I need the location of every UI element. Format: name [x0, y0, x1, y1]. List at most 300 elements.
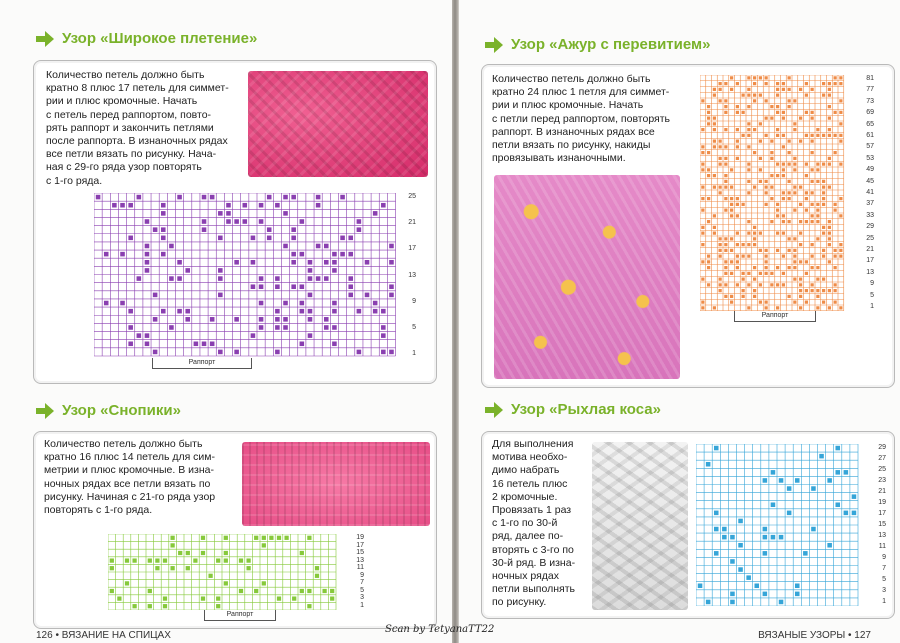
chart-stitch-symbol [788, 88, 791, 91]
chart-stitch-symbol [381, 309, 386, 314]
chart-stitch-symbol [765, 82, 768, 85]
chart-stitch-symbol [811, 111, 814, 114]
chart-stitch-symbol [714, 551, 719, 556]
chart-stitch-symbol [834, 76, 837, 79]
chart-stitch-symbol [145, 333, 150, 338]
chart-stitch-symbol [747, 191, 750, 194]
chart-stitch-symbol [208, 574, 212, 578]
chart-stitch-symbol [793, 186, 796, 189]
chart-stitch-symbol [242, 203, 247, 208]
chart-stitch-symbol [193, 558, 197, 562]
chart-stitch-symbol [779, 535, 784, 540]
chart-stitch-symbol [730, 295, 733, 298]
chart-stitch-symbol [776, 209, 779, 212]
chart-stitch-symbol [822, 255, 825, 258]
chart-stitch-symbol [736, 140, 739, 143]
chart-stitch-symbol [822, 197, 825, 200]
chart-stitch-symbol [828, 105, 831, 108]
chart-stitch-symbol [765, 306, 768, 309]
chart-stitch-symbol [799, 232, 802, 235]
chart-stitch-symbol [753, 128, 756, 131]
chart-stitch-symbol [793, 301, 796, 304]
chart-stitch-symbol [701, 186, 704, 189]
arrow-icon [36, 403, 54, 419]
chart-stitch-symbol [308, 309, 313, 314]
row-number: 5 [360, 586, 364, 594]
row-numbers [398, 193, 416, 358]
chart-stitch-symbol [811, 180, 814, 183]
knit-sample-photo [494, 175, 680, 379]
row-number: 41 [866, 189, 874, 196]
row-number: 27 [878, 455, 886, 462]
chart-stitch-symbol [724, 272, 727, 275]
chart-stitch-symbol [389, 284, 394, 289]
chart-stitch-symbol [251, 260, 256, 265]
chart-stitch-symbol [828, 237, 831, 240]
row-number: 81 [866, 75, 874, 82]
chart-stitch-symbol [787, 486, 792, 491]
chart-stitch-symbol [738, 543, 743, 548]
chart-stitch-symbol [163, 596, 167, 600]
chart-stitch-symbol [770, 283, 773, 286]
chart-stitch-symbol [259, 203, 264, 208]
chart-stitch-symbol [805, 111, 808, 114]
chart-stitch-symbol [770, 157, 773, 160]
pattern-panel-lace-twist [481, 64, 895, 388]
chart-stitch-symbol [234, 219, 239, 224]
chart-stitch-symbol [828, 243, 831, 246]
chart-stitch-symbol [218, 350, 223, 355]
row-number: 13 [878, 532, 886, 539]
chart-stitch-symbol [186, 551, 190, 555]
chart-stitch-symbol [799, 243, 802, 246]
chart-stitch-symbol [765, 266, 768, 269]
chart-stitch-symbol [759, 232, 762, 235]
chart-stitch-symbol [811, 140, 814, 143]
chart-stitch-symbol [218, 211, 223, 216]
chart-stitch-symbol [742, 94, 745, 97]
chart-stitch-symbol [759, 283, 762, 286]
chart-stitch-symbol [839, 76, 842, 79]
chart-stitch-symbol [724, 111, 727, 114]
chart-stitch-symbol [307, 536, 311, 540]
chart-stitch-symbol [782, 255, 785, 258]
chart-stitch-symbol [828, 94, 831, 97]
pattern-description: Для выполнения мотива необхо- димо набрать 16 петель плюс 2 кромочные. Провязать 1 раз с 1-го по 30-й ряд, далее по- вторять с 3-го по 30-й ряд. В изна- ночных рядах петли выполнять по рисунку. [492, 438, 576, 609]
chart-stitch-symbol [805, 197, 808, 200]
chart-stitch-symbol [224, 536, 228, 540]
chart-stitch-symbol [839, 82, 842, 85]
chart-stitch-symbol [357, 309, 362, 314]
chart-stitch-symbol [839, 249, 842, 252]
row-number: 25 [866, 234, 874, 242]
right-page [458, 0, 900, 643]
chart-stitch-symbol [730, 535, 735, 540]
chart-stitch-symbol [753, 232, 756, 235]
chart-stitch-symbol [782, 88, 785, 91]
chart-stitch-symbol [719, 289, 722, 292]
chart-stitch-symbol [153, 293, 158, 298]
chart-stitch-symbol [839, 163, 842, 166]
chart-stitch-symbol [822, 191, 825, 194]
chart-stitch-symbol [239, 558, 243, 562]
chart-stitch-symbol [811, 266, 814, 269]
chart-stitch-symbol [799, 186, 802, 189]
chart-stitch-symbol [730, 203, 733, 206]
chart-stitch-symbol [120, 301, 125, 306]
chart-stitch-symbol [747, 180, 750, 183]
chart-stitch-symbol [137, 195, 142, 200]
chart-stitch-symbol [747, 255, 750, 258]
row-number: 25 [408, 193, 416, 200]
chart-stitch-symbol [701, 260, 704, 263]
chart-stitch-symbol [742, 255, 745, 258]
chart-stitch-symbol [839, 243, 842, 246]
chart-stitch-symbol [799, 295, 802, 298]
chart-stitch-symbol [348, 293, 353, 298]
chart-stitch-symbol [177, 276, 182, 281]
chart-stitch-symbol [765, 186, 768, 189]
chart-stitch-symbol [759, 76, 762, 79]
chart-stitch-symbol [242, 219, 247, 224]
chart-stitch-symbol [259, 325, 264, 330]
chart-stitch-symbol [765, 117, 768, 120]
chart-stitch-symbol [707, 283, 710, 286]
chart-stitch-symbol [828, 232, 831, 235]
chart-stitch-symbol [759, 94, 762, 97]
chart-stitch-symbol [707, 197, 710, 200]
chart-stitch-symbol [776, 214, 779, 217]
chart-stitch-symbol [324, 244, 329, 249]
chart-stitch-symbol [389, 260, 394, 265]
chart-stitch-symbol [701, 232, 704, 235]
chart-stitch-symbol [834, 203, 837, 206]
chart-stitch-symbol [161, 227, 166, 232]
row-number: 13 [356, 556, 364, 564]
chart-stitch-symbol [746, 575, 751, 580]
row-number: 21 [866, 246, 874, 253]
chart-stitch-symbol [759, 180, 762, 183]
chart-stitch-symbol [828, 128, 831, 131]
chart-stitch-symbol [816, 295, 819, 298]
chart-stitch-symbol [724, 197, 727, 200]
chart-stitch-symbol [701, 243, 704, 246]
chart-stitch-symbol [389, 350, 394, 355]
chart-stitch-symbol [724, 295, 727, 298]
chart-stitch-symbol [776, 249, 779, 252]
chart-stitch-symbol [234, 260, 239, 265]
chart-stitch-symbol [259, 276, 264, 281]
chart-stitch-symbol [730, 260, 733, 263]
chart-stitch-symbol [835, 446, 840, 451]
chart-stitch-symbol [747, 243, 750, 246]
chart-stitch-symbol [315, 574, 319, 578]
chart-stitch-symbol [782, 134, 785, 137]
chart-stitch-symbol [259, 301, 264, 306]
chart-stitch-symbol [730, 559, 735, 564]
chart-stitch-symbol [782, 220, 785, 223]
chart-stitch-symbol [759, 272, 762, 275]
chart-stitch-symbol [300, 284, 305, 289]
chart-stitch-symbol [730, 76, 733, 79]
row-number: 77 [866, 86, 874, 94]
chart-stitch-symbol [839, 134, 842, 137]
chart-stitch-symbol [765, 260, 768, 263]
chart-stitch-symbol [724, 260, 727, 263]
chart-stitch-symbol [852, 494, 857, 499]
knitting-chart-purple [94, 193, 396, 358]
chart-stitch-symbol [827, 478, 832, 483]
chart-stitch-symbol [161, 236, 166, 241]
chart-stitch-symbol [722, 527, 727, 532]
chart-stitch-symbol [834, 283, 837, 286]
chart-stitch-symbol [795, 583, 800, 588]
row-number: 37 [866, 200, 874, 208]
chart-stitch-symbol [793, 157, 796, 160]
row-number: 19 [878, 499, 886, 506]
row-number: 13 [866, 268, 874, 276]
page-footer: 126 • ВЯЗАНИЕ НА СПИЦАХ [36, 630, 171, 641]
chart-stitch-symbol [765, 191, 768, 194]
chart-stitch-symbol [795, 478, 800, 483]
chart-stitch-symbol [736, 260, 739, 263]
chart-stitch-symbol [373, 301, 378, 306]
chart-stitch-symbol [210, 341, 215, 346]
chart-stitch-symbol [307, 604, 311, 608]
chart-stitch-symbol [275, 203, 280, 208]
chart-stitch-symbol [308, 333, 313, 338]
row-number: 1 [412, 350, 416, 357]
chart-stitch-symbol [799, 220, 802, 223]
pattern-description: Количество петель должно быть кратно 16 плюс 14 петель для сим- метрии и плюс кромочные. В изна- ночных рядах все петли вязать по рисунку. Начиная с 21-го ряда узор повторять с 1-го ряда. [44, 438, 216, 517]
chart-stitch-symbol [816, 278, 819, 281]
chart-stitch-symbol [839, 99, 842, 102]
chart-stitch-symbol [827, 543, 832, 548]
chart-stitch-symbol [839, 122, 842, 125]
chart-stitch-symbol [811, 88, 814, 91]
knit-sample-photo [242, 442, 430, 526]
chart-stitch-symbol [816, 203, 819, 206]
chart-stitch-symbol [128, 236, 133, 241]
row-number: 25 [878, 466, 886, 473]
chart-stitch-symbol [177, 260, 182, 265]
chart-stitch-symbol [373, 309, 378, 314]
row-number: 17 [356, 541, 364, 549]
chart-stitch-symbol [770, 105, 773, 108]
chart-stitch-symbol [300, 589, 304, 593]
chart-stitch-symbol [799, 306, 802, 309]
chart-stitch-symbol [137, 276, 142, 281]
chart-stitch-symbol [736, 111, 739, 114]
chart-stitch-symbol [332, 252, 337, 257]
chart-stitch-symbol [707, 105, 710, 108]
row-number: 1 [882, 598, 886, 605]
chart-stitch-symbol [787, 511, 792, 516]
chart-stitch-symbol [332, 325, 337, 330]
chart-stitch-symbol [719, 283, 722, 286]
chart-stitch-symbol [770, 174, 773, 177]
chart-stitch-symbol [713, 174, 716, 177]
chart-stitch-symbol [811, 486, 816, 491]
chart-stitch-symbol [262, 543, 266, 547]
chart-stitch-symbol [805, 82, 808, 85]
row-number: 73 [866, 97, 874, 105]
chart-stitch-symbol [706, 600, 711, 605]
chart-stitch-symbol [770, 186, 773, 189]
chart-stitch-symbol [839, 306, 842, 309]
chart-stitch-symbol [828, 226, 831, 229]
chart-stitch-symbol [701, 209, 704, 212]
chart-stitch-symbol [719, 140, 722, 143]
chart-stitch-symbol [799, 260, 802, 263]
chart-stitch-symbol [300, 252, 305, 257]
chart-stitch-symbol [730, 186, 733, 189]
chart-stitch-symbol [782, 283, 785, 286]
chart-stitch-symbol [828, 220, 831, 223]
chart-stitch-symbol [251, 333, 256, 338]
rapport-label: Раппорт [152, 358, 252, 369]
chart-stitch-symbol [185, 309, 190, 314]
chart-stitch-symbol [805, 220, 808, 223]
chart-stitch-symbol [283, 325, 288, 330]
chart-stitch-symbol [834, 151, 837, 154]
chart-stitch-symbol [194, 341, 199, 346]
chart-stitch-symbol [719, 186, 722, 189]
chart-stitch-symbol [822, 226, 825, 229]
chart-stitch-symbol [770, 272, 773, 275]
chart-stitch-symbol [332, 301, 337, 306]
chart-stitch-symbol [776, 128, 779, 131]
chart-stitch-symbol [713, 122, 716, 125]
chart-stitch-symbol [186, 566, 190, 570]
rapport-label: Раппорт [204, 610, 276, 621]
knitting-chart-orange [700, 75, 850, 311]
chart-stitch-symbol [793, 249, 796, 252]
arrow-icon [485, 402, 503, 418]
chart-stitch-symbol [719, 191, 722, 194]
row-number: 61 [866, 132, 874, 139]
chart-stitch-symbol [759, 140, 762, 143]
chart-stitch-symbol [816, 168, 819, 171]
row-number: 45 [866, 177, 874, 185]
chart-stitch-symbol [137, 333, 142, 338]
chart-stitch-symbol [177, 195, 182, 200]
pattern-heading-sheaves [36, 402, 181, 419]
chart-stitch-symbol [724, 157, 727, 160]
chart-stitch-symbol [805, 260, 808, 263]
chart-stitch-symbol [793, 128, 796, 131]
chart-stitch-symbol [308, 268, 313, 273]
chart-stitch-symbol [816, 237, 819, 240]
chart-stitch-symbol [340, 236, 345, 241]
chart-stitch-symbol [742, 203, 745, 206]
row-number: 19 [356, 534, 364, 541]
chart-stitch-symbol [357, 350, 362, 355]
chart-stitch-symbol [816, 180, 819, 183]
row-number: 21 [878, 488, 886, 495]
pattern-description: Количество петель должно быть кратно 24 плюс 1 петля для симмет- рии и плюс кромочные. Начать с петли перед раппортом, повторять раппорт. В изнаночных рядах все петли вязать по рисунку, накиды провязывать изнаночными. [492, 73, 671, 165]
row-number: 21 [408, 219, 416, 227]
chart-stitch-symbol [834, 249, 837, 252]
row-number: 49 [866, 166, 874, 174]
chart-stitch-symbol [793, 168, 796, 171]
chart-stitch-symbol [805, 134, 808, 137]
row-numbers [350, 534, 364, 610]
chart-stitch-symbol [844, 470, 849, 475]
chart-stitch-symbol [120, 252, 125, 257]
chart-stitch-symbol [839, 197, 842, 200]
chart-stitch-symbol [759, 301, 762, 304]
chart-stitch-symbol [719, 237, 722, 240]
chart-stitch-symbol [811, 527, 816, 532]
chart-stitch-symbol [308, 317, 313, 322]
chart-stitch-symbol [753, 186, 756, 189]
chart-stitch-symbol [822, 134, 825, 137]
chart-stitch-symbol [765, 76, 768, 79]
chart-stitch-symbol [805, 174, 808, 177]
pattern-title: Узор «Широкое плетение» [62, 30, 258, 47]
chart-stitch-symbol [736, 105, 739, 108]
chart-stitch-symbol [805, 209, 808, 212]
chart-stitch-symbol [782, 145, 785, 148]
chart-stitch-symbol [201, 536, 205, 540]
chart-stitch-symbol [811, 255, 814, 258]
chart-stitch-symbol [389, 244, 394, 249]
chart-stitch-symbol [776, 88, 779, 91]
chart-stitch-symbol [724, 105, 727, 108]
row-number: 33 [866, 211, 874, 219]
chart-stitch-symbol [259, 317, 264, 322]
chart-stitch-symbol [701, 306, 704, 309]
chart-stitch-symbol [770, 220, 773, 223]
chart-stitch-symbol [822, 163, 825, 166]
chart-stitch-symbol [763, 535, 768, 540]
row-number: 11 [878, 543, 886, 550]
pattern-description: Количество петель должно быть кратно 8 плюс 17 петель для симмет- рии и плюс кромочные. Начать с петель перед раппортом, повто- рять раппорт и закончить петлями после раппорта. В изнаночных рядах все петли вязать по рисунку. Нача- ная с 29-го ряда узор повторять с 1-го ряда. [46, 69, 229, 187]
chart-stitch-symbol [701, 128, 704, 131]
chart-stitch-symbol [753, 243, 756, 246]
chart-stitch-symbol [707, 168, 710, 171]
chart-stitch-symbol [753, 99, 756, 102]
chart-stitch-symbol [719, 145, 722, 148]
chart-stitch-symbol [759, 168, 762, 171]
chart-stitch-symbol [770, 151, 773, 154]
row-number: 15 [356, 549, 364, 557]
chart-stitch-symbol [259, 219, 264, 224]
row-number: 29 [878, 444, 886, 451]
chart-stitch-symbol [698, 583, 703, 588]
chart-stitch-symbol [365, 293, 370, 298]
chart-stitch-symbol [330, 596, 334, 600]
chart-stitch-symbol [246, 558, 250, 562]
chart-stitch-symbol [776, 232, 779, 235]
chart-stitch-symbol [348, 236, 353, 241]
chart-stitch-symbol [816, 220, 819, 223]
pattern-heading-wide-weave [36, 30, 257, 47]
chart-stitch-symbol [753, 151, 756, 154]
chart-stitch-symbol [155, 566, 159, 570]
chart-stitch-symbol [169, 276, 174, 281]
chart-stitch-symbol [724, 243, 727, 246]
chart-stitch-symbol [805, 163, 808, 166]
chart-stitch-symbol [844, 511, 849, 516]
pattern-heading-lace-twist [485, 36, 710, 53]
chart-stitch-symbol [128, 309, 133, 314]
chart-stitch-symbol [701, 99, 704, 102]
chart-stitch-symbol [747, 88, 750, 91]
chart-stitch-symbol [724, 186, 727, 189]
chart-stitch-symbol [218, 236, 223, 241]
